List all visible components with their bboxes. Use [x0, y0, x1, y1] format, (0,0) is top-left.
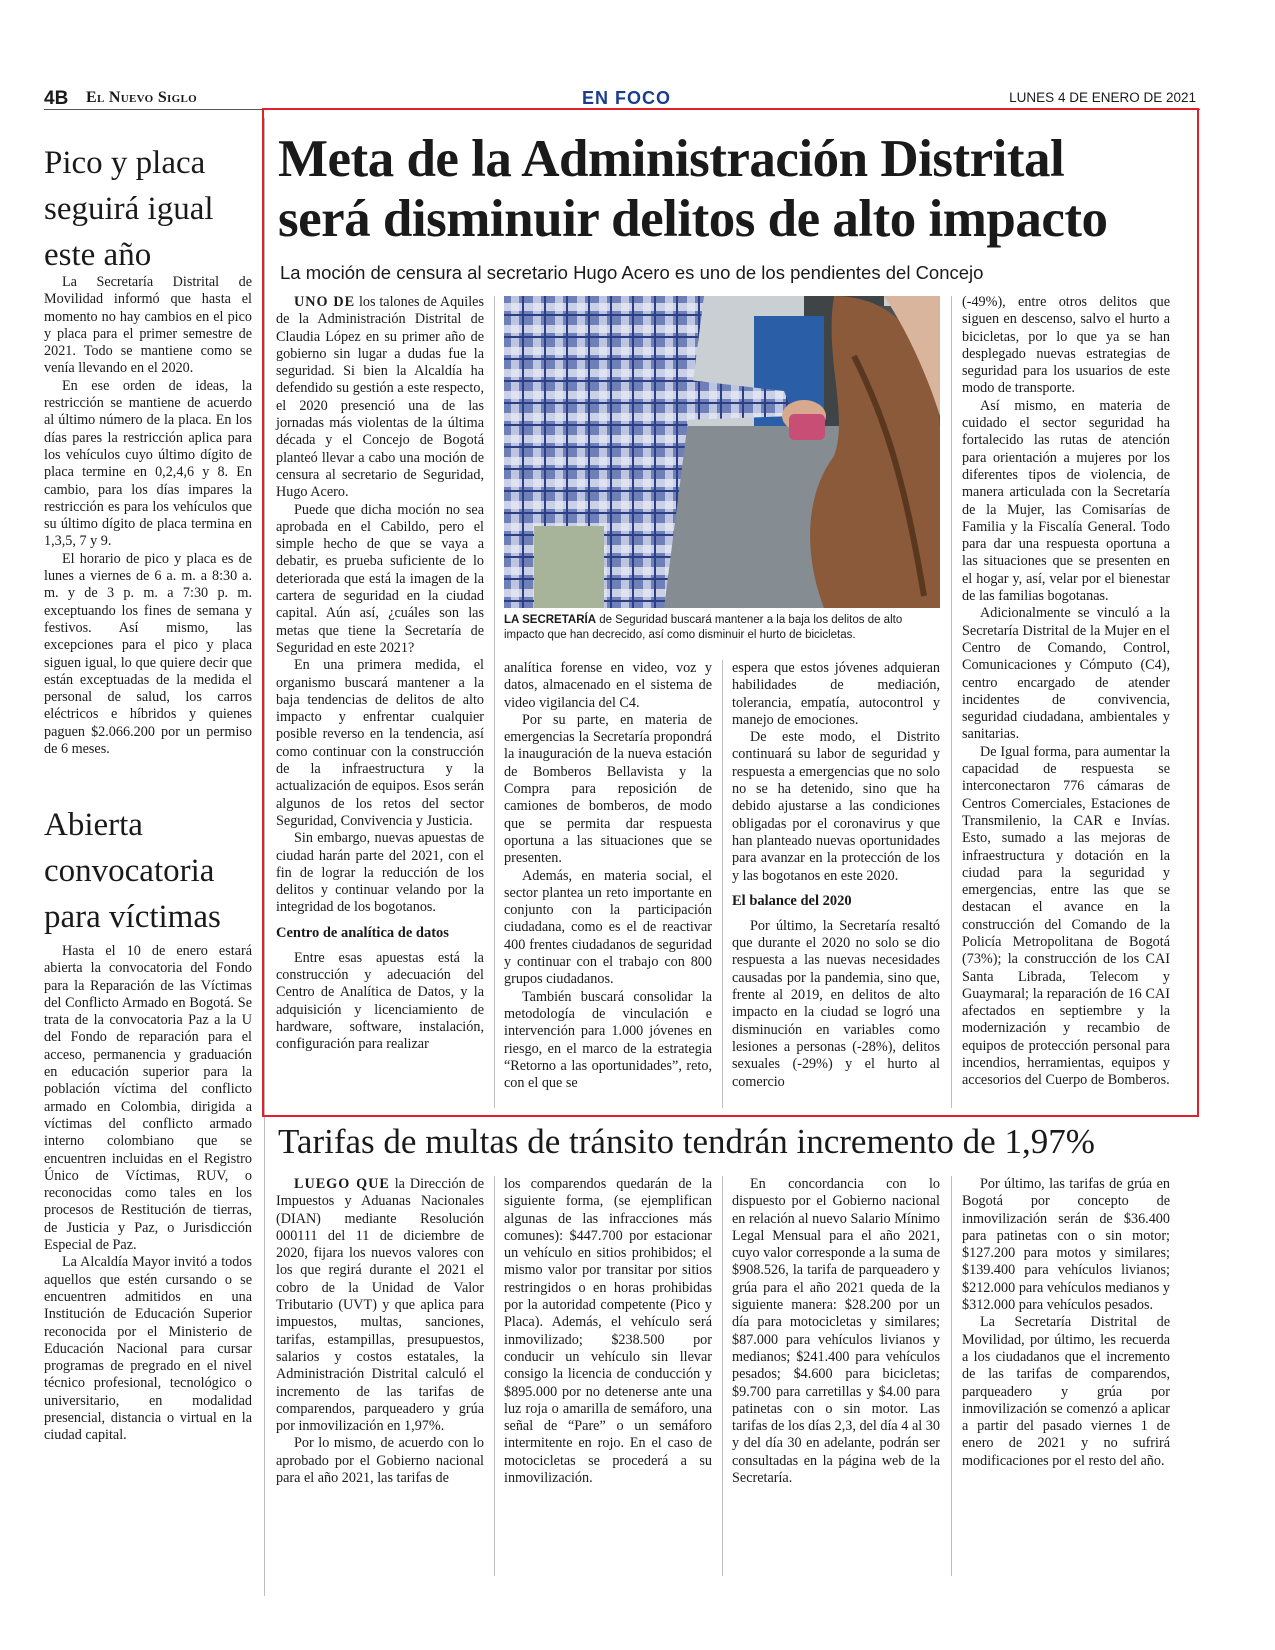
paragraph: LUEGO QUE la Dirección de Impuestos y Aduanas Nacionales (DIAN) mediante Resolución 000111 del 11 de diciembre de 2020, fijara los nuevos valores con los que regirá durante el 2021 el cobro de la Unidad de Valor Tributario (UVT) y que aplica para impuestos, multas, sanciones, tarifas, estampillas, presupuestos, salarios y costos estatales, la Administración Distrital calculó el incremento de las tarifas de comparendos, parqueadero y grúa por inmovilización en 1,97%. — [276, 1176, 484, 1435]
sidebar-story-pico-placa — [44, 274, 252, 758]
caption-lead: LA SECRETARÍA — [504, 614, 596, 626]
paragraph: Por su parte, en materia de emergencias la Secretaría propondrá la inauguración de la nueva estación de Bomberos Bellavista y la Compra para reposición de camiones de bomberos, de modo que se permita dar respuesta oportuna a las situaciones que se presenten. — [504, 711, 712, 867]
paragraph: La Secretaría Distrital de Movilidad informó que hasta el momento no hay cambios en el pico y placa para el primer semestre de 2021. Todo se mantiene como se venía llevando en el 2020. — [44, 274, 252, 377]
main-divider-2 — [722, 660, 723, 1108]
main-headline-line1: Meta de la Administración Distrital — [278, 130, 1065, 188]
page-date: LUNES 4 DE ENERO DE 2021 — [1009, 90, 1196, 105]
paragraph: UNO DE los talones de Aquiles de la Administración Distrital de Claudia López en su primer año de gobierno sin lugar a dudas fue la seguridad. Si bien la Alcaldía ha defendido su gestión a este respecto, el 2020 presenció una de las jornadas más violentas de la última década y el Concejo de Bogotá planteó llevar a cabo una moción de censura al secretario de Seguridad, Hugo Acero. — [276, 294, 484, 501]
sidebar-headline-pico-placa: Pico y placa seguirá igual este año — [44, 145, 214, 273]
paragraph: espera que estos jóvenes adquieran habilidades de mediación, tolerancia, empatía, autocontrol y manejo de emociones. — [732, 660, 940, 728]
sidebar-story-victimas — [44, 943, 252, 1445]
second-divider-3 — [951, 1176, 952, 1576]
section-label: EN FOCO — [582, 88, 672, 108]
second-column-2 — [504, 1176, 712, 1487]
paragraph: Además, en materia social, el sector plantea un reto importante en conjunto con la participación ciudadana, como es el de reactivar 400 frentes ciudadanos de seguridad y continuar con el trabajo con 800 grupos ciudadanos. — [504, 867, 712, 988]
second-column-1 — [276, 1176, 484, 1487]
paragraph: También buscará consolidar la metodología de vinculación e intervención para 1.000 jóvenes en riesgo, en el marco de la estrategia “Retorno a las oportunidades”, reto, con el que se — [504, 988, 712, 1092]
paragraph: Sin embargo, nuevas apuestas de ciudad harán parte del 2021, con el fin de lograr la reducción de los delitos y continuar velando por la integridad de los bogotanos. — [276, 830, 484, 916]
second-headline: Tarifas de multas de tránsito tendrán incremento de 1,97% — [278, 1122, 1095, 1161]
lead-in: LUEGO QUE — [294, 1176, 390, 1192]
story-photo — [504, 296, 940, 608]
main-column-3 — [732, 660, 940, 1091]
main-column-2 — [504, 660, 712, 1092]
main-subhead: La moción de censura al secretario Hugo Acero es uno de los pendientes del Concejo — [280, 262, 984, 283]
lead-in: UNO DE — [294, 294, 356, 310]
photo-illustration — [504, 296, 940, 608]
sidebar-headline-victimas: Abierta convocatoria para víctimas — [44, 807, 221, 935]
page-number: 4B — [44, 88, 69, 109]
main-divider-1 — [494, 296, 495, 1108]
second-column-3 — [732, 1176, 940, 1487]
paragraph: Adicionalmente se vinculó a la Secretaría Distrital de la Mujer en el Centro de Comando, Control, Comunicaciones y Cómputo (C4), centro encargado de atender incidentes de convivencia, seguridad ciudadana, ambientales y sanitarias. — [962, 605, 1170, 743]
second-column-4 — [962, 1176, 1170, 1470]
paragraph: (-49%), entre otros delitos que siguen en descenso, salvo el hurto a bicicletas, por lo que ya se han desplegado nuevas estrategias de seguridad para los usuarios de este modo de transporte. — [962, 294, 1170, 397]
main-divider-3 — [951, 296, 952, 1108]
section-subhead: El balance del 2020 — [732, 892, 852, 909]
main-headline-line2: será disminuir delitos de alto impacto — [278, 190, 1108, 248]
paragraph: En una primera medida, el organismo buscará mantener a la baja tendencias de delitos de alto impacto y enfrentar cualquier posible reverso en la tendencia, así como continuar con la construcción de la infraestructura y la actualización de equipos. Esos serán algunos de los retos del sector Seguridad, Convivencia y Justicia. — [276, 657, 484, 829]
paragraph: Puede que dicha moción no sea aprobada en el Cabildo, pero el simple hecho de que se vaya a debatir, es prueba suficiente de lo deteriorada que está la imagen de la cartera de seguridad en la ciudad capital. Aún así, ¿cuáles son las metas que tiene la Secretaría de Seguridad en este 2021? — [276, 501, 484, 656]
main-column-1 — [276, 294, 484, 1053]
paragraph: La Alcaldía Mayor invitó a todos aquellos que estén cursando o se encuentren admitidos en una Institución de Educación Superior reconocida por el Ministerio de Educación Nacional para cursar programas de pregrado en el nivel técnico profesional, tecnológico o universitario, en modalidad presencial, distancia o virtual en la ciudad capital. — [44, 1254, 252, 1444]
paragraph: Por lo mismo, de acuerdo con lo aprobado por el Gobierno nacional para el año 2021, las tarifas de — [276, 1435, 484, 1487]
paragraph: Así mismo, en materia de cuidado el sector seguridad ha fortalecido las rutas de atención para orientación a mujeres por los diferentes tipos de violencia, de manera articulada con la Secretaría de la Mujer, las Comisarías de Familia y la Fiscalía General. Todo para dar una respuesta oportuna a las situaciones que se presenten en el hogar y, así, velar por el bienestar de las familias bogotanas. — [962, 397, 1170, 605]
paragraph: Hasta el 10 de enero estará abierta la convocatoria del Fondo para la Reparación de las Víctimas del Conflicto Armado en Bogotá. Se trata de la convocatoria Paz a la U del Fondo de reparación para el acceso, permanencia y graduación en educación superior para la población víctima del conflicto armado en Colombia, dirigida a víctimas del conflicto armado interno colombiano que se encuentren incluidas en el Registro Único de Víctimas, RUV, o reconocidas como tales en los procesos de Restitución de tierras, de Justicia y Paz, o Jurisdicción Especial de Paz. — [44, 943, 252, 1254]
second-divider-2 — [722, 1176, 723, 1576]
photo-caption: LA SECRETARÍA de Seguridad buscará mantener a la baja los delitos de alto impacto que han decrecido, así como disminuir el hurto de bicicletas. — [504, 614, 903, 641]
paragraph: los comparendos quedarán de la siguiente forma, (se ejemplifican algunas de las infracciones más comunes): $447.700 por estacionar un vehículo en sitios prohibidos; el mismo valor por transitar por sitios restringidos o en horas prohibidas por la autoridad competente (Pico y Placa). Además, el vehículo será inmovilizado; $238.500 por conducir un vehículo sin llevar consigo la licencia de conducción y $895.000 por no detenerse ante una luz roja o amarilla de semáforo, una señal de “Pare” o un semáforo intermitente en rojo. En el caso de motocicletas se procederá a su inmovilización. — [504, 1176, 712, 1487]
newspaper-name: El Nuevo Siglo — [86, 89, 197, 106]
section-subhead: Centro de analítica de datos — [276, 924, 449, 941]
paragraph: Por último, las tarifas de grúa en Bogotá por concepto de inmovilización serán de $36.400 para patinetas con o sin motor; $127.200 para motos y similares; $139.400 para vehículos livianos; $212.000 para vehículos medianos y $312.000 para vehículos pesados. — [962, 1176, 1170, 1314]
paragraph: En concordancia con lo dispuesto por el Gobierno nacional en relación al nuevo Salario Mínimo Legal Mensual para el año 2021, cuyo valor corresponde a la suma de $908.526, la tarifa de parqueadero y grúa para el año 2021 queda de la siguiente manera: $28.200 por un día para motocicletas y similares; $87.000 para vehículos livianos y medianos; $241.400 para vehículos pesados; $4.600 para bicicletas; $9.700 para carretillas y $4.00 para patinetas con o sin motor. Las tarifas de los días 2,3, del día 4 al 30 y del día 30 en adelante, podrán ser consultadas en la página web de la Secretaría. — [732, 1176, 940, 1487]
paragraph: De Igual forma, para aumentar la capacidad de respuesta se interconectaron 776 cámaras de Centros Comerciales, Estaciones de Transmilenio, la CAR e Invías. Esto, sumado a las mejoras de infraestructura y dotación en la ciudad para la seguridad y emergencias, entre las que se destacan el avance en la construcción del Comando de la Policía Metropolitana de Bogotá (73%); la construcción de los CAI Santa Librada, Telecom y Guaymaral; la reparación de 16 CAI afectados en septiembre y la modernización y recambio de equipos de protección personal para incendios, herramientas, equipos y accesorios del Cuerpo de Bomberos. — [962, 743, 1170, 1089]
second-divider-1 — [494, 1176, 495, 1576]
main-column-4 — [962, 294, 1170, 1090]
paragraph: La Secretaría Distrital de Movilidad, por último, les recuerda a los ciudadanos que el incremento de las tarifas de comparendos, parqueadero y grúa por inmovilización se comenzó a aplicar a partir del pasado viernes 1 de enero de 2021 y no sufrirá modificaciones por el resto del año. — [962, 1314, 1170, 1469]
paragraph: analítica forense en video, voz y datos, almacenado en el sistema de video vigilancia del C4. — [504, 660, 712, 711]
paragraph: En ese orden de ideas, la restricción se mantiene de acuerdo al último número de la placa. En los días pares la restricción aplica para los vehículos cuyo último dígito de placa termine en 0,2,4,6 y 8. En cambio, para los días impares la restricción es para los vehículos que su último dígito de placa termina en 1,3,5, 7 y 9. — [44, 377, 252, 550]
paragraph: De este modo, el Distrito continuará su labor de seguridad y respuesta a emergencias que no solo no se ha detenido, sino que ha debido ajustarse a las condiciones obligadas por el coronavirus y que han planteado nuevas oportunidades para avanzar en la protección de los y las bogotanos en este 2020. — [732, 729, 940, 884]
paragraph: El horario de pico y placa es de lunes a viernes de 6 a. m. a 8:30 a. m. y de 3 p. m. a 7:30 p. m. exceptuando los fines de semana y festivos. Así mismo, las excepciones para el pico y placa siguen igual, lo que quiere decir que están exceptuadas de la medida el personal de salud, los carros eléctricos e híbridos y quienes paguen $2.066.200 por un permiso de 6 meses. — [44, 550, 252, 758]
paragraph: Por último, la Secretaría resaltó que durante el 2020 no solo se dio respuesta a las nuevas necesidades causadas por la pandemia, sino que, frente al 2019, en delitos de alto impacto en la ciudad se logró una disminución en variables como lesiones a personas (-28%), delitos sexuales (-29%) y el hurto al comercio — [732, 917, 940, 1090]
paragraph: Entre esas apuestas está la construcción y adecuación del Centro de Analítica de Datos, y la adquisición y licenciamiento de hardware, software, instalación, configuración para realizar — [276, 949, 484, 1053]
